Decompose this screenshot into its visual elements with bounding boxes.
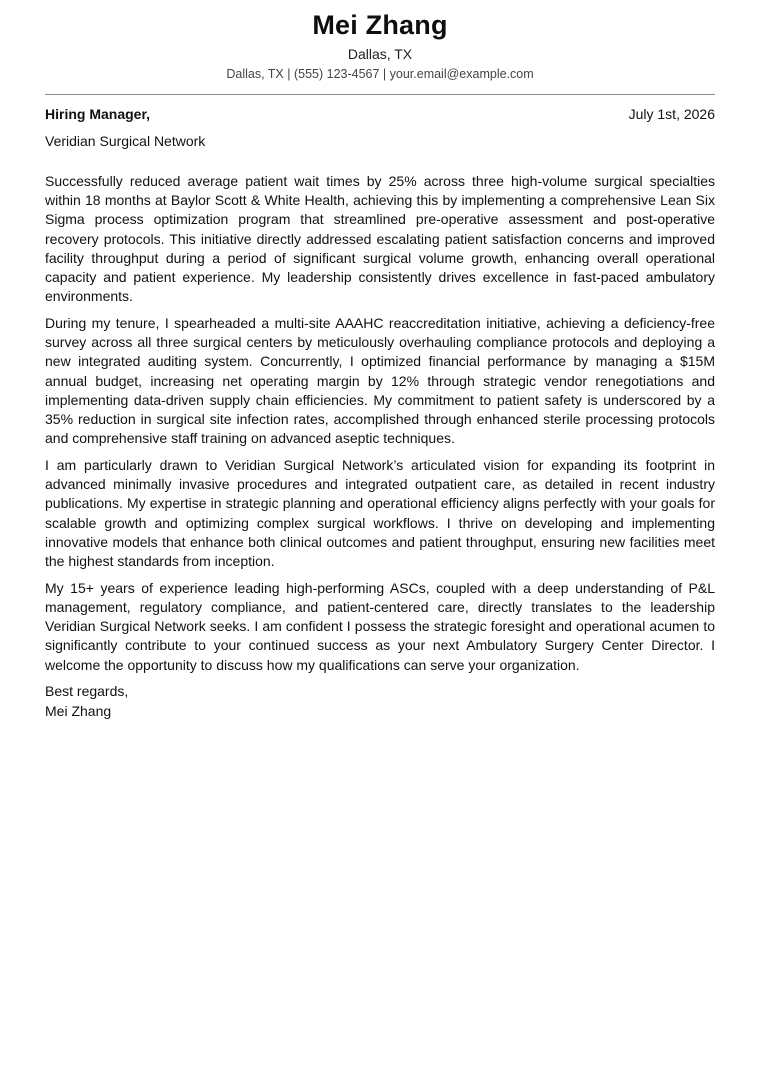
letter-body [45, 172, 715, 675]
signature-name: Mei Zhang [45, 702, 112, 719]
header-divider [45, 94, 715, 95]
closing-phrase: Best regards, [45, 683, 129, 700]
applicant-name: Mei Zhang [312, 10, 448, 40]
letter-closing [45, 682, 715, 720]
letter-header [45, 0, 715, 83]
letter-date: July 1st, 2026 [628, 106, 715, 122]
recipient-company: Veridian Surgical Network [45, 133, 206, 149]
contact-line: Dallas, TX | (555) 123-4567 | your.email@example.com [226, 67, 534, 81]
body-paragraph: Successfully reduced average patient wait times by 25% across three high-volume surgical specialties within 18 months at Baylor Scott & White Health, achieving this by implementing a comprehensive Lean Six Sigma process optimization program that streamlined pre-operative assessment and post-operative recovery protocols. This initiative directly addressed escalating patient satisfaction concerns and improved facility throughput during a period of significant surgical volume growth, enhancing overall operational capacity and patient experience. My leadership consistently drives excellence in fast-paced ambulatory environments. [45, 173, 715, 305]
recipient-salutation: Hiring Manager, [45, 106, 151, 122]
body-paragraph: During my tenure, I spearheaded a multi-site AAAHC reaccreditation initiative, achieving a deficiency-free survey across all three surgical centers by meticulously overhauling compliance protocols and deploying a new integrated auditing system. Concurrently, I optimized financial performance by managing a $15M annual budget, increasing net operating margin by 12% through strategic vendor renegotiations and implementing data-driven supply chain efficiencies. My commitment to patient safety is underscored by a 35% reduction in surgical site infection rates, accomplished through enhanced sterile processing protocols and comprehensive staff training on advanced aseptic techniques. [45, 315, 715, 447]
body-paragraph: My 15+ years of experience leading high-performing ASCs, coupled with a deep understanding of P&L management, regulatory compliance, and patient-centered care, directly translates to the leadership Veridian Surgical Network seeks. I am confident I possess the strategic foresight and operational acumen to significantly contribute to your continued success as your next Ambulatory Surgery Center Director. I welcome the opportunity to discuss how my qualifications can serve your organization. [45, 579, 715, 673]
body-paragraph: I am particularly drawn to Veridian Surgical Network’s articulated vision for expanding its footprint in advanced minimally invasive procedures and integrated outpatient care, as detailed in recent industry publications. My expertise in strategic planning and operational efficiency aligns perfectly with your goals for scalable growth and optimizing complex surgical workflows. I thrive on developing and implementing innovative models that enhance both clinical outcomes and patient throughput, ensuring new facilities meet the highest standards from inception. [45, 457, 715, 570]
applicant-location: Dallas, TX [347, 46, 413, 62]
recipient-date-row [45, 105, 715, 123]
